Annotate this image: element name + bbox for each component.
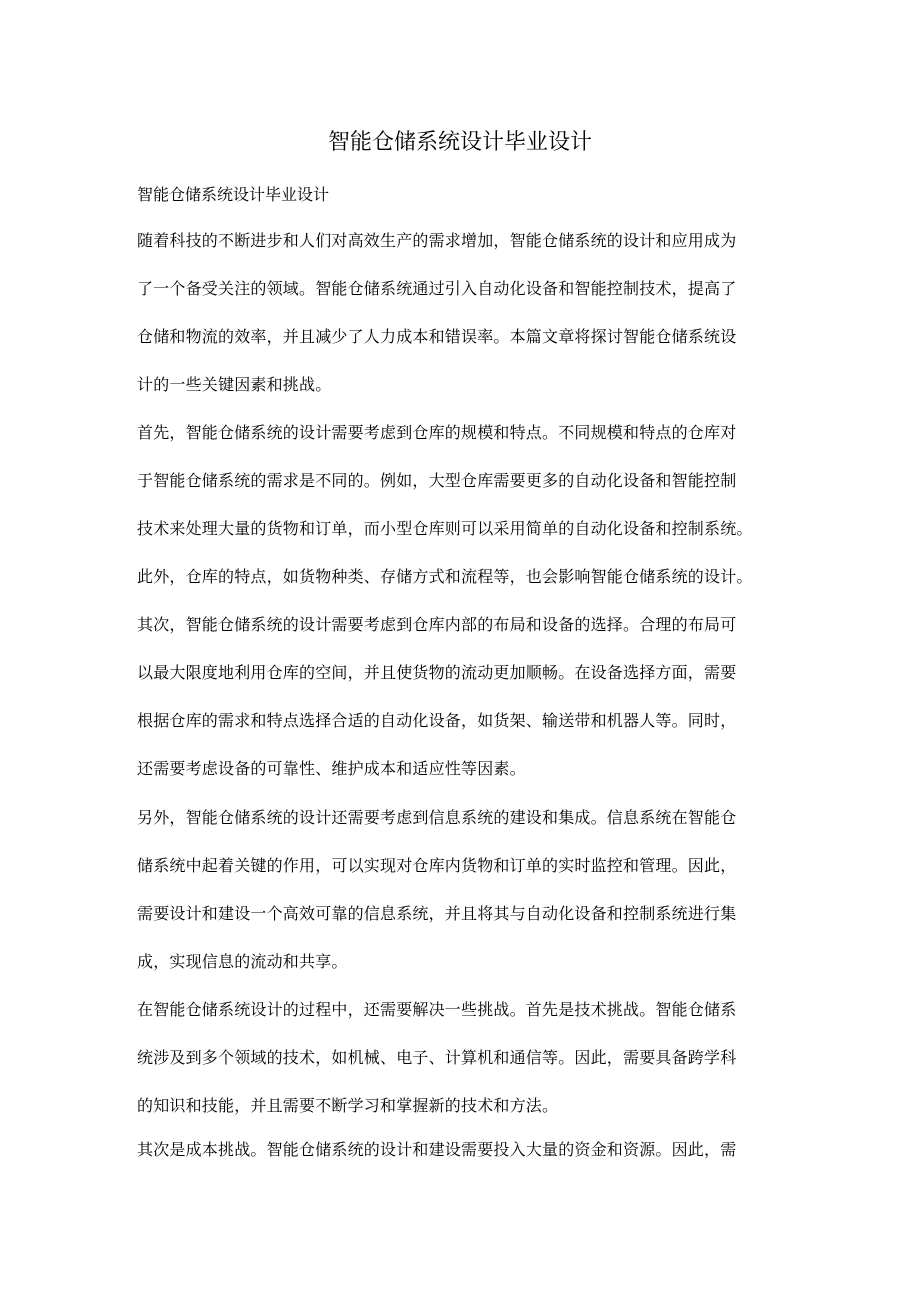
paragraph-intro	[137, 217, 787, 409]
paragraph-scale	[137, 409, 787, 601]
page-title: 智能仓储系统设计毕业设计	[327, 130, 592, 155]
text-line: 在智能仓储系统设计的过程中，还需要解决一些挑战。首先是技术挑战。智能仓储系	[137, 1000, 737, 1019]
text-line: 于智能仓储系统的需求是不同的。例如，大型仓库需要更多的自动化设备和智能控制	[137, 471, 737, 490]
paragraph-information-system	[137, 794, 787, 986]
text-line: 此外，仓库的特点，如货物种类、存储方式和流程等，也会影响智能仓储系统的设计。	[137, 567, 753, 586]
text-line: 其次，智能仓储系统的设计需要考虑到仓库内部的布局和设备的选择。合理的布局可	[137, 615, 737, 634]
text-line: 还需要考虑设备的可靠性、维护成本和适应性等因素。	[137, 759, 526, 778]
text-line: 储系统中起着关键的作用，可以实现对仓库内货物和订单的实时监控和管理。因此，	[137, 856, 737, 875]
text-line: 另外，智能仓储系统的设计还需要考虑到信息系统的建设和集成。信息系统在智能仓	[137, 808, 737, 827]
text-line: 的知识和技能，并且需要不断学习和掌握新的技术和方法。	[137, 1096, 559, 1115]
text-line: 统涉及到多个领域的技术，如机械、电子、计算机和通信等。因此，需要具备跨学科	[137, 1048, 737, 1067]
text-line: 根据仓库的需求和特点选择合适的自动化设备，如货架、输送带和机器人等。同时，	[137, 711, 737, 730]
document-subtitle: 智能仓储系统设计毕业设计	[137, 185, 330, 204]
text-line: 以最大限度地利用仓库的空间，并且使货物的流动更加顺畅。在设备选择方面，需要	[137, 663, 737, 682]
paragraph-technical-challenge	[137, 986, 787, 1130]
text-line: 技术来处理大量的货物和订单，而小型仓库则可以采用简单的自动化设备和控制系统。	[137, 519, 753, 538]
text-line: 随着科技的不断进步和人们对高效生产的需求增加，智能仓储系统的设计和应用成为	[137, 231, 737, 250]
text-line: 成，实现信息的流动和共享。	[137, 952, 348, 971]
text-line: 了一个备受关注的领域。智能仓储系统通过引入自动化设备和智能控制技术，提高了	[137, 279, 737, 298]
paragraph-layout	[137, 601, 787, 793]
text-line: 需要设计和建设一个高效可靠的信息系统，并且将其与自动化设备和控制系统进行集	[137, 904, 737, 923]
text-line: 首先，智能仓储系统的设计需要考虑到仓库的规模和特点。不同规模和特点的仓库对	[137, 423, 737, 442]
text-line: 其次是成本挑战。智能仓储系统的设计和建设需要投入大量的资金和资源。因此，需	[137, 1140, 737, 1159]
paragraph-cost-challenge	[137, 1126, 787, 1174]
text-line: 仓储和物流的效率，并且减少了人力成本和错误率。本篇文章将探讨智能仓储系统设	[137, 327, 737, 346]
text-line: 计的一些关键因素和挑战。	[137, 375, 332, 394]
